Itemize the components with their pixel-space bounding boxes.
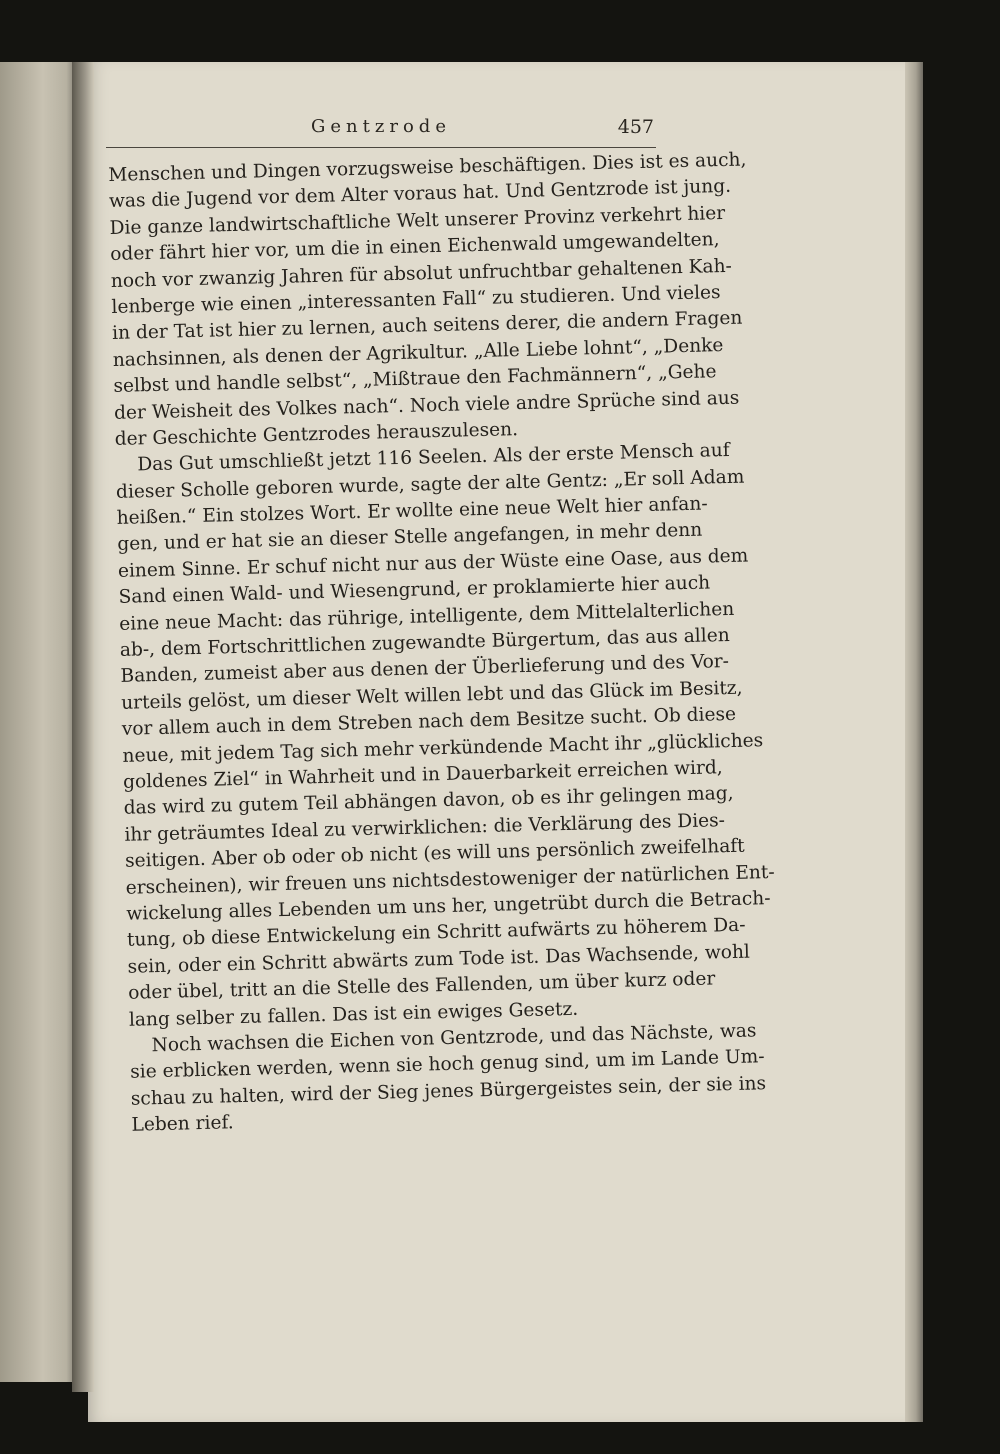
- text-line: eine neue Macht: das rührige, intelligente, dem Mittelalterlichen: [119, 598, 735, 635]
- text-line: lang selber zu fallen. Das ist ein ewiges Gesetz.: [128, 998, 579, 1031]
- text-line: sein, oder ein Schritt abwärts zum Tode ist. Das Wachsende, wohl: [127, 941, 751, 978]
- text-line: erscheinen), wir freuen uns nichtsdestoweniger der natürlichen Ent-: [125, 861, 775, 899]
- text-line: heißen.“ Ein stolzes Wort. Er wollte eine neue Welt hier anfan-: [116, 493, 708, 529]
- text-line: urteils gelöst, um dieser Welt willen lebt und das Glück im Besitz,: [120, 677, 743, 714]
- text-line: das wird zu gutem Teil abhängen davon, ob es ihr gelingen mag,: [123, 783, 734, 820]
- text-line: noch vor zwanzig Jahren für absolut unfruchtbar gehaltenen Kah-: [110, 255, 733, 292]
- text-line: sie erblicken werden, wenn sie hoch genug sind, um im Lande Um-: [129, 1046, 765, 1084]
- text-line: in der Tat ist hier zu lernen, auch seitens derer, die andern Fragen: [111, 307, 743, 345]
- left-page-edge: [0, 62, 78, 1382]
- text-line: der Geschichte Gentzrodes herauszulesen.: [114, 418, 519, 450]
- text-line: lenberge wie einen „interessanten Fall“ zu studieren. Und vieles: [111, 282, 721, 318]
- text-line: ab-, dem Fortschrittlichen zugewandte Bürgertum, das aus allen: [119, 624, 730, 661]
- text-line: vor allem auch in dem Streben nach dem Besitze sucht. Ob diese: [121, 704, 737, 741]
- text-line: oder fährt hier vor, um die in einen Eichenwald umgewandelten,: [109, 229, 720, 266]
- text-line: tung, ob diese Entwickelung ein Schritt aufwärts zu höherem Da-: [126, 914, 746, 952]
- header-rule: [106, 147, 656, 148]
- text-line: Leben rief.: [131, 1112, 234, 1136]
- text-line: der Weisheit des Volkes nach“. Noch viele andre Sprüche sind aus: [113, 387, 740, 424]
- text-line: oder übel, tritt an die Stelle des Fallenden, um über kurz oder: [128, 968, 716, 1004]
- text-line: Menschen und Dingen vorzugsweise beschäftigen. Dies ist es auch,: [108, 149, 747, 186]
- page-stack-edge: [905, 62, 923, 1422]
- running-head: Gentzrode: [311, 116, 451, 137]
- body-text: [108, 149, 775, 1140]
- paragraph-start-line: Noch wachsen die Eichen von Gentzrode, und das Nächste, was: [151, 1020, 757, 1057]
- text-line: selbst und handle selbst“, „Mißtraue den Fachmännern“, „Gehe: [113, 361, 717, 398]
- text-line: goldenes Ziel“ in Wahrheit und in Dauerbarkeit erreichen wird,: [122, 757, 723, 793]
- text-line: neue, mit jedem Tag sich mehr verkündende Macht ihr „glückliches: [122, 729, 764, 767]
- book-gutter: [72, 62, 94, 1392]
- text-line: was die Jugend vor dem Alter voraus hat. Und Gentzrode ist jung.: [108, 176, 732, 213]
- text-line: Banden, zumeist aber aus denen der Überlieferung und des Vor-: [120, 651, 730, 688]
- page-number: 457: [617, 116, 654, 138]
- text-line: ihr geträumtes Ideal zu verwirklichen: die Verklärung des Dies-: [124, 809, 726, 846]
- text-line: seitigen. Aber ob oder ob nicht (es will uns persönlich zweifelhaft: [124, 835, 745, 872]
- text-line: gen, und er hat sie an dieser Stelle angefangen, in mehr denn: [117, 520, 703, 556]
- text-line: nachsinnen, als denen der Agrikultur. „Alle Liebe lohnt“, „Denke: [112, 334, 724, 371]
- paragraph-start-line: Das Gut umschließt jetzt 116 Seelen. Als der erste Mensch auf: [137, 440, 730, 476]
- text-line: dieser Scholle geboren wurde, sagte der alte Gentz: „Er soll Adam: [115, 466, 745, 503]
- text-line: einem Sinne. Er schuf nicht nur aus der Wüste eine Oase, aus dem: [117, 545, 749, 582]
- text-line: Die ganze landwirtschaftliche Welt unserer Provinz verkehrt hier: [109, 202, 726, 239]
- text-line: wickelung alles Lebenden um uns her, ungetrübt durch die Betrach-: [126, 887, 771, 925]
- page-header: [108, 116, 654, 150]
- text-line: schau zu halten, wird der Sieg jenes Bürgergeistes sein, der sie ins: [130, 1072, 767, 1110]
- text-line: Sand einen Wald- und Wiesengrund, er proklamierte hier auch: [118, 572, 711, 609]
